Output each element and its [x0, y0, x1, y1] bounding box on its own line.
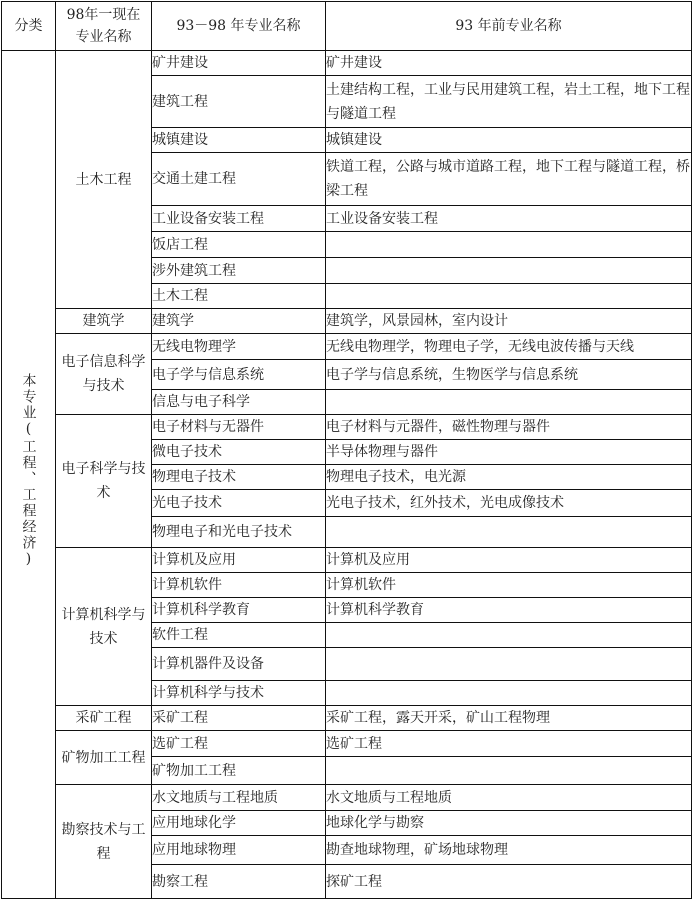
header-row	[2, 2, 692, 51]
major-pre-93: 无线电物理学，物理电子学，无线电波传播与天线	[326, 334, 692, 360]
major-93-98: 饭店工程	[152, 232, 326, 258]
major-93-98: 矿物加工工程	[152, 757, 326, 785]
major-pre-93	[326, 232, 692, 258]
major-pre-93: 半导体物理与器件	[326, 440, 692, 465]
table-row	[2, 785, 692, 811]
table-row	[2, 415, 692, 440]
major-pre-93	[326, 648, 692, 681]
major-pre-93: 矿井建设	[326, 51, 692, 76]
major-pre-93: 光电子技术，红外技术，光电成像技术	[326, 490, 692, 517]
major-pre-93: 城镇建设	[326, 128, 692, 153]
current-major-cell: 土木工程	[56, 51, 152, 309]
major-93-98: 建筑学	[152, 309, 326, 334]
header-pre-93-name: 93 年前专业名称	[326, 2, 692, 51]
header-category: 分类	[2, 2, 56, 51]
table-row	[2, 731, 692, 757]
major-93-98: 软件工程	[152, 623, 326, 648]
major-93-98: 应用地球化学	[152, 811, 326, 836]
majors-mapping-table	[1, 1, 692, 899]
major-93-98: 土木工程	[152, 284, 326, 309]
major-pre-93	[326, 681, 692, 706]
current-major-cell: 采矿工程	[56, 706, 152, 731]
category-label	[19, 373, 39, 569]
major-pre-93: 选矿工程	[326, 731, 692, 757]
major-pre-93	[326, 284, 692, 309]
major-pre-93	[326, 258, 692, 284]
header-current-name: 98年一现在专业名称	[56, 2, 152, 51]
major-93-98: 电子学与信息系统	[152, 360, 326, 390]
major-pre-93: 地球化学与勘察	[326, 811, 692, 836]
major-93-98: 计算机器件及设备	[152, 648, 326, 681]
table-row	[2, 548, 692, 573]
major-93-98: 涉外建筑工程	[152, 258, 326, 284]
major-93-98: 城镇建设	[152, 128, 326, 153]
major-93-98: 电子材料与无器件	[152, 415, 326, 440]
major-93-98: 计算机及应用	[152, 548, 326, 573]
major-93-98: 采矿工程	[152, 706, 326, 731]
category-cell	[2, 51, 56, 899]
major-pre-93: 计算机软件	[326, 573, 692, 598]
major-pre-93: 水文地质与工程地质	[326, 785, 692, 811]
major-93-98: 物理电子技术	[152, 465, 326, 490]
major-93-98: 交通土建工程	[152, 153, 326, 206]
table-row	[2, 51, 692, 76]
major-pre-93: 勘查地球物理，矿场地球物理	[326, 836, 692, 865]
current-major-cell: 电子信息科学与技术	[56, 334, 152, 415]
major-93-98: 矿井建设	[152, 51, 326, 76]
major-pre-93: 电子学与信息系统，生物医学与信息系统	[326, 360, 692, 390]
table-row	[2, 706, 692, 731]
major-93-98: 信息与电子科学	[152, 390, 326, 415]
major-93-98: 水文地质与工程地质	[152, 785, 326, 811]
category-label-main: 本专业	[20, 372, 37, 421]
current-major-cell: 建筑学	[56, 309, 152, 334]
major-93-98: 计算机科学教育	[152, 598, 326, 623]
current-major-cell: 电子科学与技术	[56, 415, 152, 548]
major-pre-93: 采矿工程，露天开采，矿山工程物理	[326, 706, 692, 731]
major-pre-93: 物理电子技术，电光源	[326, 465, 692, 490]
major-93-98: 无线电物理学	[152, 334, 326, 360]
major-pre-93: 工业设备安装工程	[326, 206, 692, 232]
major-pre-93: 土建结构工程，工业与民用建筑工程，岩土工程，地下工程与隧道工程	[326, 76, 692, 128]
current-major-cell: 勘察技术与工程	[56, 785, 152, 899]
major-pre-93	[326, 390, 692, 415]
major-pre-93: 探矿工程	[326, 865, 692, 899]
major-93-98: 光电子技术	[152, 490, 326, 517]
major-93-98: 计算机科学与技术	[152, 681, 326, 706]
major-93-98: 建筑工程	[152, 76, 326, 128]
current-major-cell: 矿物加工工程	[56, 731, 152, 785]
major-pre-93	[326, 517, 692, 548]
major-pre-93	[326, 623, 692, 648]
current-major-cell: 计算机科学与技术	[56, 548, 152, 706]
major-93-98: 选矿工程	[152, 731, 326, 757]
table-row	[2, 309, 692, 334]
major-pre-93: 计算机科学教育	[326, 598, 692, 623]
major-pre-93: 铁道工程，公路与城市道路工程，地下工程与隧道工程，桥梁工程	[326, 153, 692, 206]
header-93-98-name: 93－98 年专业名称	[152, 2, 326, 51]
major-93-98: 物理电子和光电子技术	[152, 517, 326, 548]
major-93-98: 计算机软件	[152, 573, 326, 598]
category-label-sub: (工程、工程经济)	[20, 420, 37, 569]
major-pre-93: 建筑学，风景园林，室内设计	[326, 309, 692, 334]
major-93-98: 微电子技术	[152, 440, 326, 465]
major-93-98: 应用地球物理	[152, 836, 326, 865]
major-93-98: 工业设备安装工程	[152, 206, 326, 232]
major-pre-93	[326, 757, 692, 785]
major-93-98: 勘察工程	[152, 865, 326, 899]
major-pre-93: 电子材料与元器件，磁性物理与器件	[326, 415, 692, 440]
major-pre-93: 计算机及应用	[326, 548, 692, 573]
table-row	[2, 334, 692, 360]
